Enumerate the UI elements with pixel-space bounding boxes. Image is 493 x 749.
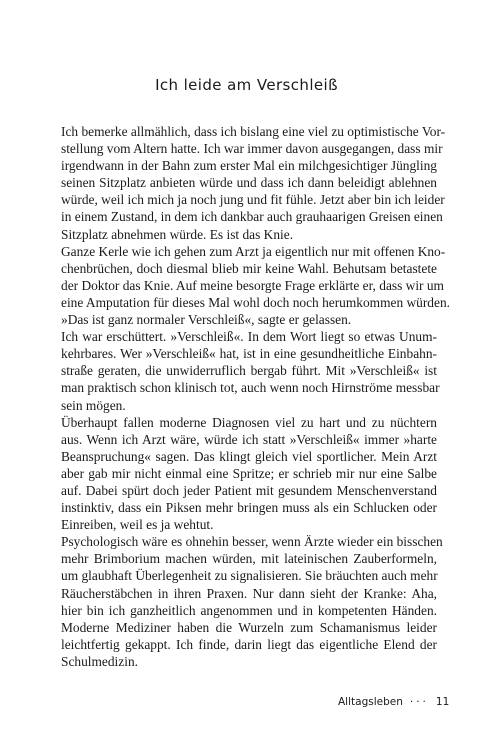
text-line: auf. Dabei spürt doch jeder Patient mit gesundem Menschenverstand <box>61 482 437 498</box>
paragraph <box>61 414 437 534</box>
text-line: eine Amputation für dieses Mal wohl doch noch herumkommen würden. <box>61 294 450 310</box>
text-line: hier bin ich ganzheitlich angenommen und in kompetenten Händen. <box>61 602 437 618</box>
text-line: stellung vom Altern hatte. Ich war immer davon ausgegangen, dass mir <box>61 141 443 157</box>
text-line: aber gab mir nicht einmal eine Spritze; er schrieb mir nur eine Salbe <box>61 465 437 481</box>
text-line: kehrbares. Wer »Verschleiß« hat, ist in eine gesundheitliche Einbahn- <box>61 346 437 362</box>
text-line: Sitzplatz abnehmen würde. Es ist das Knie. <box>61 226 294 242</box>
chapter-title: Ich leide am Verschleiß <box>155 76 338 94</box>
text-line: leichtfertig gekappt. Ich finde, darin liegt das eigentliche Elend der <box>61 636 437 652</box>
paragraph <box>61 533 443 670</box>
text-line: Überhaupt fallen moderne Diagnosen viel zu hart und zu nüchtern <box>61 414 437 430</box>
paragraph <box>61 243 450 328</box>
text-line: Ganze Kerle wie ich gehen zum Arzt ja eigentlich nur mit offenen Kno- <box>61 243 446 259</box>
text-line: seinen Sitzplatz anbieten würde und dass ich dann beleidigt ablehnen <box>61 175 437 191</box>
text-line: in einem Zustand, in dem ich dankbar auch grauhaarigen Greisen einen <box>61 209 443 225</box>
page-number: 11 <box>435 696 450 708</box>
text-line: Beanspruchung« sagen. Das klingt gleich viel sportlicher. Mein Arzt <box>61 448 437 464</box>
text-line: aus. Wenn ich Arzt wäre, würde ich statt »Verschleiß« immer »harte <box>61 431 437 447</box>
text-line: würde, weil ich mich ja noch jung und fit fühle. Jetzt aber bin ich leider <box>61 192 445 208</box>
text-line: Räucherstäbchen in ihren Praxen. Nur dann sieht der Kranke: Aha, <box>61 585 437 601</box>
running-footer <box>338 696 449 708</box>
text-line: sein mögen. <box>61 397 126 413</box>
footer-dots: ··· <box>409 696 429 708</box>
text-line: Ich war erschüttert. »Verschleiß«. In dem Wort liegt so etwas Unum- <box>61 329 437 345</box>
paragraph <box>61 328 440 413</box>
text-line: Ich bemerke allmählich, dass ich bislang eine viel zu optimistische Vor- <box>61 124 446 139</box>
text-line: der Doktor das Knie. Auf meine besorgte Frage erklärte er, dass wir um <box>61 277 444 293</box>
body-text <box>61 123 450 670</box>
text-line: man praktisch schon klinisch tot, auch wenn noch Hirnströme messbar <box>61 380 440 396</box>
text-line: um glaubhaft Überlegenheit zu signalisieren. Sie bräuchten auch mehr <box>61 568 438 584</box>
paragraph <box>61 123 446 243</box>
text-line: Schulmedizin. <box>61 653 138 669</box>
text-line: instinktiv, dass ein Piksen mehr bringen muss als ein Schlucken oder <box>61 500 437 516</box>
text-line: straße geraten, die unwiderruflich bergab führt. Mit »Verschleiß« ist <box>61 363 437 379</box>
text-line: mehr Brimborium machen würden, mit lateinischen Zauberformeln, <box>61 551 437 567</box>
text-line: Einreiben, weil es ja wehtut. <box>61 517 214 533</box>
text-line: chenbrüchen, doch diesmal blieb mir keine Wahl. Behutsam betastete <box>61 260 437 276</box>
text-line: irgendwann in der Bahn zum erster Mal ein milchgesichtiger Jüngling <box>61 158 437 174</box>
text-line: Psychologisch wäre es ohnehin besser, wenn Ärzte wieder ein bisschen <box>61 534 443 550</box>
text-line: »Das ist ganz normaler Verschleiß«, sagte er gelassen. <box>61 312 352 328</box>
text-line: Moderne Mediziner haben die Wurzeln zum Schamanismus leider <box>61 619 437 635</box>
footer-section-label: Alltagsleben <box>338 696 403 708</box>
